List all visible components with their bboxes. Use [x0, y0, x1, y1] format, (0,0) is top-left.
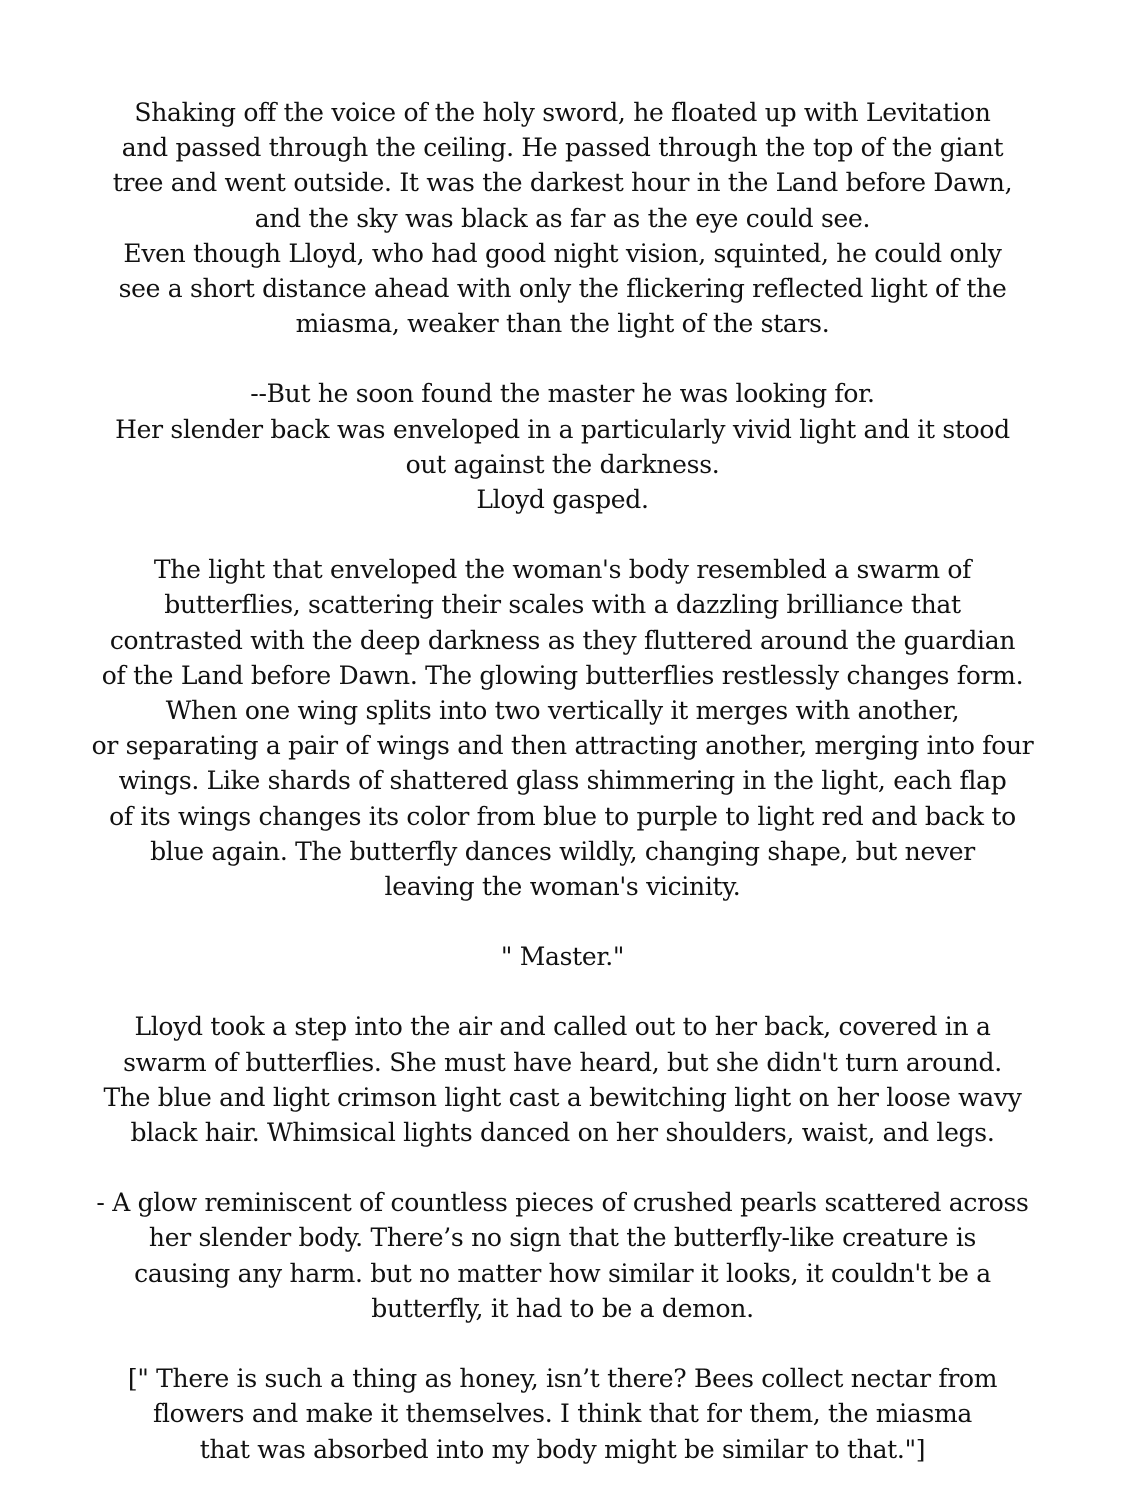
text-line: causing any harm. but no matter how similar it looks, it couldn't be a	[134, 1258, 991, 1288]
text-line: swarm of butterflies. She must have heard, but she didn't turn around.	[123, 1047, 1002, 1077]
text-line: her slender body. There’s no sign that the butterfly-like creature is	[148, 1223, 977, 1253]
text-line: Lloyd gasped.	[476, 485, 649, 515]
text-line: " Master."	[500, 942, 625, 972]
text-line: contrasted with the deep darkness as they fluttered around the guardian	[109, 625, 1016, 655]
text-line: Her slender back was enveloped in a particularly vivid light and it stood	[115, 414, 1010, 444]
text-line: The light that enveloped the woman's body resembled a swarm of	[153, 555, 972, 585]
text-line: that was absorbed into my body might be similar to that."]	[199, 1434, 926, 1464]
text-line: wings. Like shards of shattered glass shimmering in the light, each flap	[118, 766, 1007, 796]
text-line: or separating a pair of wings and then attracting another, merging into four	[91, 731, 1034, 761]
paragraph-1	[0, 95, 1125, 341]
paragraph-4-dialogue	[0, 939, 1125, 974]
text-line: tree and went outside. It was the darkest hour in the Land before Dawn,	[112, 168, 1013, 198]
text-line: Shaking off the voice of the holy sword, he floated up with Levitation	[134, 98, 991, 127]
paragraph-7-dialogue	[0, 1361, 1125, 1467]
text-line: flowers and make it themselves. I think that for them, the miasma	[153, 1399, 972, 1429]
paragraph-5	[0, 1009, 1125, 1150]
text-line: black hair. Whimsical lights danced on her shoulders, waist, and legs.	[130, 1118, 995, 1148]
text-line: [" There is such a thing as honey, isn’t there? Bees collect nectar from	[127, 1364, 998, 1394]
text-line: blue again. The butterfly dances wildly, changing shape, but never	[150, 836, 975, 866]
text-line: and the sky was black as far as the eye could see.	[254, 203, 871, 233]
text-line: miasma, weaker than the light of the stars.	[295, 309, 830, 339]
text-line: - A glow reminiscent of countless pieces of crushed pearls scattered across	[96, 1188, 1029, 1218]
text-line: Lloyd took a step into the air and called out to her back, covered in a	[134, 1012, 991, 1042]
text-line: Even though Lloyd, who had good night vision, squinted, he could only	[123, 238, 1002, 268]
text-line: and passed through the ceiling. He passed through the top of the giant	[121, 133, 1004, 163]
text-line: leaving the woman's vicinity.	[384, 872, 741, 902]
paragraph-6	[0, 1185, 1125, 1326]
text-line: butterflies, scattering their scales with a dazzling brilliance that	[164, 590, 961, 620]
text-line: of the Land before Dawn. The glowing butterflies restlessly changes form.	[101, 660, 1024, 690]
paragraph-3	[0, 552, 1125, 904]
text-line: When one wing splits into two vertically it merges with another,	[165, 696, 960, 726]
paragraph-2	[0, 376, 1125, 517]
text-line: out against the darkness.	[405, 449, 720, 479]
text-line: The blue and light crimson light cast a bewitching light on her loose wavy	[103, 1082, 1022, 1112]
text-line: butterfly, it had to be a demon.	[371, 1293, 754, 1323]
text-line: see a short distance ahead with only the flickering reflected light of the	[118, 274, 1007, 304]
text-line: of its wings changes its color from blue to purple to light red and back to	[109, 801, 1016, 831]
text-line: --But he soon found the master he was looking for.	[250, 379, 875, 409]
